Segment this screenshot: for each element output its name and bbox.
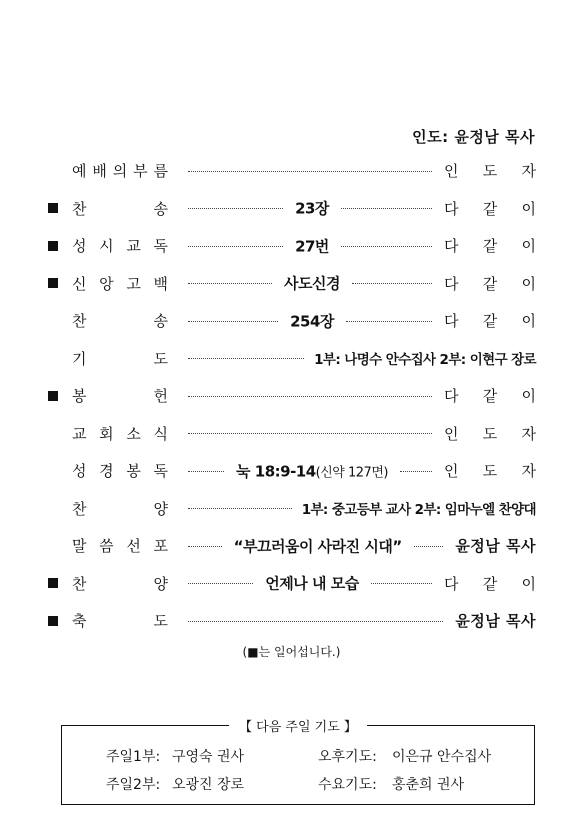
row-performer [444,198,536,219]
row-performer-char: 이 [521,574,536,593]
row-content-main: 1부: 나명수 안수집사 2부: 이현구 장로 [314,352,536,369]
prayer-value: 이은규 안수집사 [392,749,492,765]
row-content [295,198,329,219]
row-label-char: 봉 [126,462,141,481]
row-label-char: 성 [72,462,87,481]
dotted-leader [188,508,292,509]
prayer-value: 오광진 장로 [172,777,245,793]
prayer-key: 수요기도: [318,777,377,793]
dotted-leader [188,283,272,284]
worship-row [48,265,536,303]
row-label [72,310,168,331]
row-label-char: 선 [126,537,141,556]
row-performer-char: 이 [521,312,536,331]
row-performer-char: 이 [521,387,536,406]
row-performer-char: 자 [521,462,536,481]
row-performer [444,160,536,181]
standing-mark-icon [48,616,58,626]
row-content-main: 27번 [295,237,329,256]
row-performer-char: 다 [444,237,459,256]
standing-note: (■는 일어섭니다.) [242,645,341,659]
row-label-char: 포 [153,537,168,556]
row-label-char: 교 [126,237,141,256]
dotted-leader [188,546,222,547]
row-performer-char: 같 [482,274,498,293]
row-label-char: 독 [153,237,168,256]
worship-row [48,377,536,415]
row-label-char: 양 [153,574,168,593]
row-label-char: 의 [112,162,128,181]
row-label [72,573,168,594]
row-label-char: 앙 [99,274,114,293]
worship-row [48,527,536,565]
row-label-char: 찬 [72,199,87,218]
row-label-char: 식 [153,424,168,443]
row-label-char: 교 [72,424,87,443]
dotted-leader [341,208,432,209]
row-performer-char: 자 [521,162,536,181]
row-label-char: 양 [153,499,168,518]
dotted-leader [352,283,432,284]
row-content [284,273,340,294]
row-content-main: “부끄러움이 사라진 시대” [233,537,402,556]
row-label-char: 말 [72,537,87,556]
row-content [234,535,402,556]
row-performer [444,385,536,406]
row-performer-char: 도 [482,462,498,481]
dotted-leader [188,471,224,472]
row-label [72,160,168,181]
worship-row [48,452,536,490]
row-content-main: 사도신경 [284,274,340,293]
dotted-leader [188,396,432,397]
row-label-char: 송 [153,312,168,331]
row-label [72,273,168,294]
dotted-leader [346,321,432,322]
row-performer-char: 인 [444,424,459,443]
dotted-leader [188,171,432,172]
worship-row [48,490,536,528]
row-performer-char: 자 [521,424,536,443]
standing-mark-icon [48,241,58,251]
dotted-leader [188,621,443,622]
worship-row [48,190,536,228]
row-content [290,310,334,331]
row-label-char: 도 [153,612,168,631]
row-content [295,235,329,256]
row-label-char: 름 [153,162,168,181]
row-label [72,385,168,406]
row-content-main: 254장 [290,312,334,331]
row-performer-char: 같 [482,574,498,593]
row-performer-char: 다 [444,312,459,331]
dotted-leader [188,246,283,247]
row-performer-char: 같 [482,387,498,406]
row-label-char: 봉 [72,387,87,406]
row-content-extra: (신약 127면) [315,465,388,481]
row-performer [444,235,536,256]
row-performer-char: 인 [444,162,459,181]
row-label-char: 부 [133,162,148,181]
row-label-char: 헌 [153,387,168,406]
worship-row [48,602,536,640]
row-label-char: 신 [72,274,87,293]
row-label [72,610,168,631]
worship-row [48,152,536,190]
worship-row [48,302,536,340]
prayer-value: 홍춘희 권사 [392,777,465,793]
row-performer-char: 이 [521,274,536,293]
row-performer: 윤정남 목사 [455,612,536,631]
row-performer-char: 도 [482,162,498,181]
prayer-key: 주일1부: [106,749,161,765]
row-content-main: 23장 [295,199,329,218]
row-content-main: 언제나 내 모습 [265,574,359,593]
dotted-leader [341,246,432,247]
row-content [314,348,536,368]
row-label [72,460,168,481]
row-label-char: 기 [72,349,87,368]
row-label-char: 독 [153,462,168,481]
row-label [72,198,168,219]
row-label [72,235,168,256]
row-label-char: 백 [153,274,168,293]
row-content [236,460,388,481]
dotted-leader [188,358,304,359]
row-label-char: 고 [126,274,141,293]
row-label-char: 씀 [99,537,114,556]
dotted-leader [414,546,444,547]
row-label-char: 배 [92,162,107,181]
row-label-char: 경 [99,462,114,481]
next-week-prayer-title: 【 다음 주일 기도 】 [229,716,367,735]
dotted-leader [400,471,432,472]
row-content [302,498,536,518]
row-label-char: 축 [72,612,87,631]
worship-row [48,415,536,453]
row-performer-char: 다 [444,387,459,406]
worship-row [48,565,536,603]
row-label-char: 성 [72,237,87,256]
dotted-leader [188,583,253,584]
dotted-leader [371,583,432,584]
row-label [72,535,168,556]
row-label-char: 찬 [72,499,87,518]
row-label-char: 시 [99,237,114,256]
standing-mark-icon [48,203,58,213]
row-performer: 윤정남 목사 [455,537,536,556]
worship-row [48,227,536,265]
row-content-main: 눅 18:9-14 [236,462,316,481]
row-performer-char: 다 [444,574,459,593]
standing-mark-icon [48,278,58,288]
row-performer-char: 도 [482,424,498,443]
row-label-char: 도 [153,349,168,368]
row-label-char: 예 [72,162,87,181]
row-performer [444,460,536,481]
row-performer-char: 이 [521,237,536,256]
row-label-char: 송 [153,199,168,218]
worship-leader: 인도: 윤정남 목사 [412,128,535,146]
worship-row [48,340,536,378]
row-content [265,573,358,594]
row-performer [444,573,536,594]
row-content-main: 1부: 중고등부 교사 2부: 임마누엘 찬양대 [301,502,536,519]
prayer-key: 오후기도: [318,749,377,765]
row-performer-char: 이 [521,199,536,218]
row-performer-char: 다 [444,274,459,293]
row-label-char: 소 [126,424,141,443]
row-performer-char: 다 [444,199,459,218]
row-label [72,498,168,519]
row-performer [444,310,536,331]
row-label-char: 회 [99,424,114,443]
dotted-leader [188,433,432,434]
row-performer [444,273,536,294]
row-performer-char: 같 [482,199,498,218]
prayer-key: 주일2부: [106,777,161,793]
standing-mark-icon [48,391,58,401]
row-label [72,348,168,369]
row-label-char: 찬 [72,312,87,331]
row-label-char: 찬 [72,574,87,593]
dotted-leader [188,321,278,322]
prayer-value: 구영숙 권사 [172,749,245,765]
row-performer-char: 같 [482,237,498,256]
dotted-leader [188,208,283,209]
standing-mark-icon [48,578,58,588]
order-of-worship [48,152,536,640]
row-performer-char: 같 [482,312,498,331]
row-label [72,423,168,444]
row-performer [444,423,536,444]
next-week-prayer-box [61,720,535,805]
row-performer-char: 인 [444,462,459,481]
